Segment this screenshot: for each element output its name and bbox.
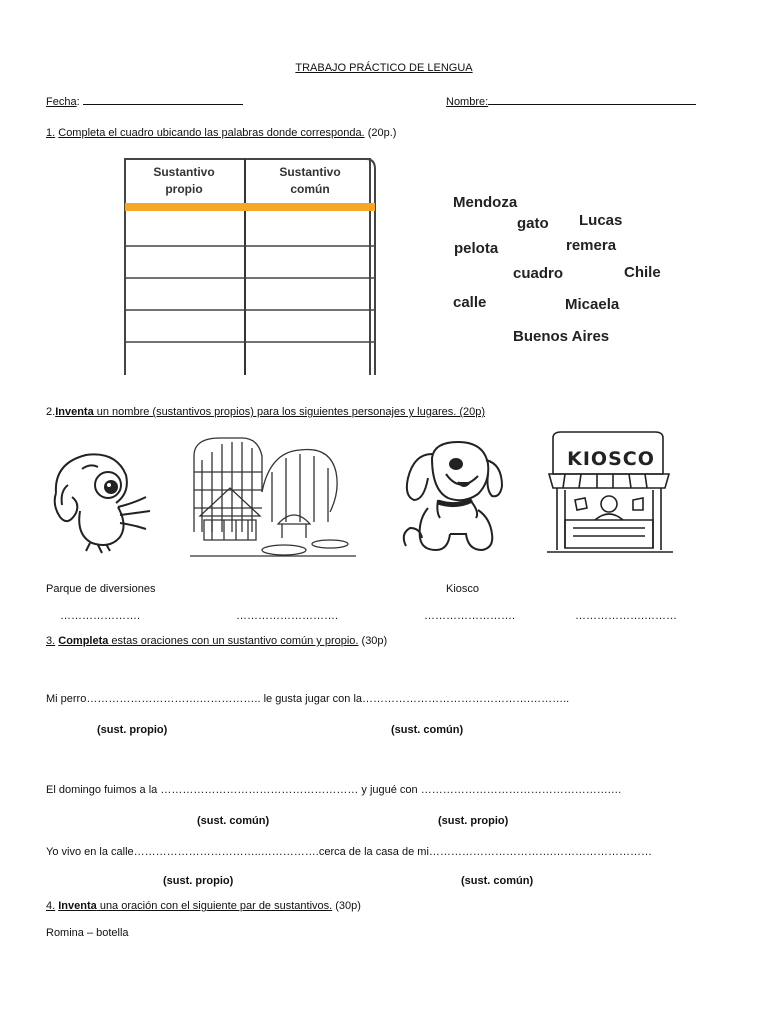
q1-instruction: Completa el cuadro ubicando las palabras donde corresponda. [58,127,365,139]
q3-instruction: estas oraciones con un sustantivo común y propio. [108,635,359,647]
sentence-2-label-propio: (sust. propio) [438,815,509,827]
sentence-2-part-a: El domingo fuimos a la ……………………………………………… [46,784,359,796]
word-lucas: Lucas [579,212,623,229]
word-mendoza: Mendoza [453,194,518,211]
word-pelota: pelota [454,240,499,257]
q4-points: (30p) [335,900,361,912]
sentence-1-part-b: le gusta jugar con la……………………………………….……….. [260,693,570,705]
sentence-2-label-comun: (sust. común) [197,815,270,827]
sentence-1-label-propio: (sust. propio) [97,724,168,736]
kiosk-sign-text: KIOSCO [567,448,655,470]
amusement-park-illustration [190,432,356,560]
table-header-propio [128,164,240,198]
sentence-3-label-comun: (sust. común) [461,875,534,887]
sentence-3[interactable] [46,845,652,859]
dog-illustration [398,438,506,558]
word-chile: Chile [624,264,661,281]
table-header-comun-line2: común [290,182,330,196]
word-cuadro: cuadro [513,265,564,282]
answer-blank-dog[interactable]: ……………………. [424,610,516,622]
answer-blank-parrot[interactable]: …………………. [60,610,141,622]
word-remera: remera [566,237,617,254]
q4-noun-pair: Romina – botella [46,927,129,939]
word-calle: calle [453,294,487,311]
word-gato: gato [517,215,549,232]
q4-bold-word: Inventa [58,900,97,912]
answer-blank-park[interactable]: ………………………. [236,610,339,622]
table-header-comun [250,164,370,198]
q3-number: 3. [46,635,56,647]
word-micaela: Micaela [565,296,620,313]
sentence-1[interactable] [46,692,569,706]
sentence-1-label-comun: (sust. común) [391,724,464,736]
sentence-1-part-a: Mi perro………………………….…………….. [46,693,261,705]
fecha-blank[interactable] [83,94,243,105]
fecha-field [46,94,243,109]
sentence-2-part-b: y jugué con …………………………………………….… [358,784,622,796]
q1-points: (20p.) [367,127,397,139]
sentence-3-part-b: cerca de la casa de mi…………………………….……………………… [318,846,652,858]
nombre-label: Nombre: [446,96,489,108]
q2-number: 2. [46,406,56,418]
caption-park: Parque de diversiones [46,583,156,595]
q2-bold-word: Inventa [55,406,94,418]
q3-bold-word: Completa [58,635,109,647]
word-buenos-aires: Buenos Aires [513,328,610,345]
q1-heading [46,126,396,140]
q2-instruction: un nombre (sustantivos propios) para los siguientes personajes y lugares. (20p) [93,406,486,418]
answer-blank-kiosk[interactable]: ……………….……… [575,610,678,622]
q3-heading [46,634,387,648]
q2-heading [46,405,485,419]
page-title: TRABAJO PRÁCTICO DE LENGUA [295,62,473,74]
nombre-field [446,94,696,109]
table-header-propio-line2: propio [165,182,203,196]
table-header-propio-line1: Sustantivo [153,165,215,179]
table-header-comun-line1: Sustantivo [279,165,341,179]
q4-instruction: una oración con el siguiente par de sustantivos. [96,900,333,912]
caption-kiosk: Kiosco [446,583,480,595]
q1-number: 1. [46,127,56,139]
sentence-3-label-propio: (sust. propio) [163,875,234,887]
sentence-3-part-a: Yo vivo en la calle……………………………..……………. [46,846,319,858]
sentence-2[interactable] [46,783,622,797]
q4-heading [46,899,361,913]
q3-points: (30p) [361,635,388,647]
parrot-illustration [46,445,161,555]
fecha-colon: : [76,96,80,108]
nombre-blank[interactable] [488,94,696,105]
fecha-label: Fecha [46,96,77,108]
q4-number: 4. [46,900,56,912]
